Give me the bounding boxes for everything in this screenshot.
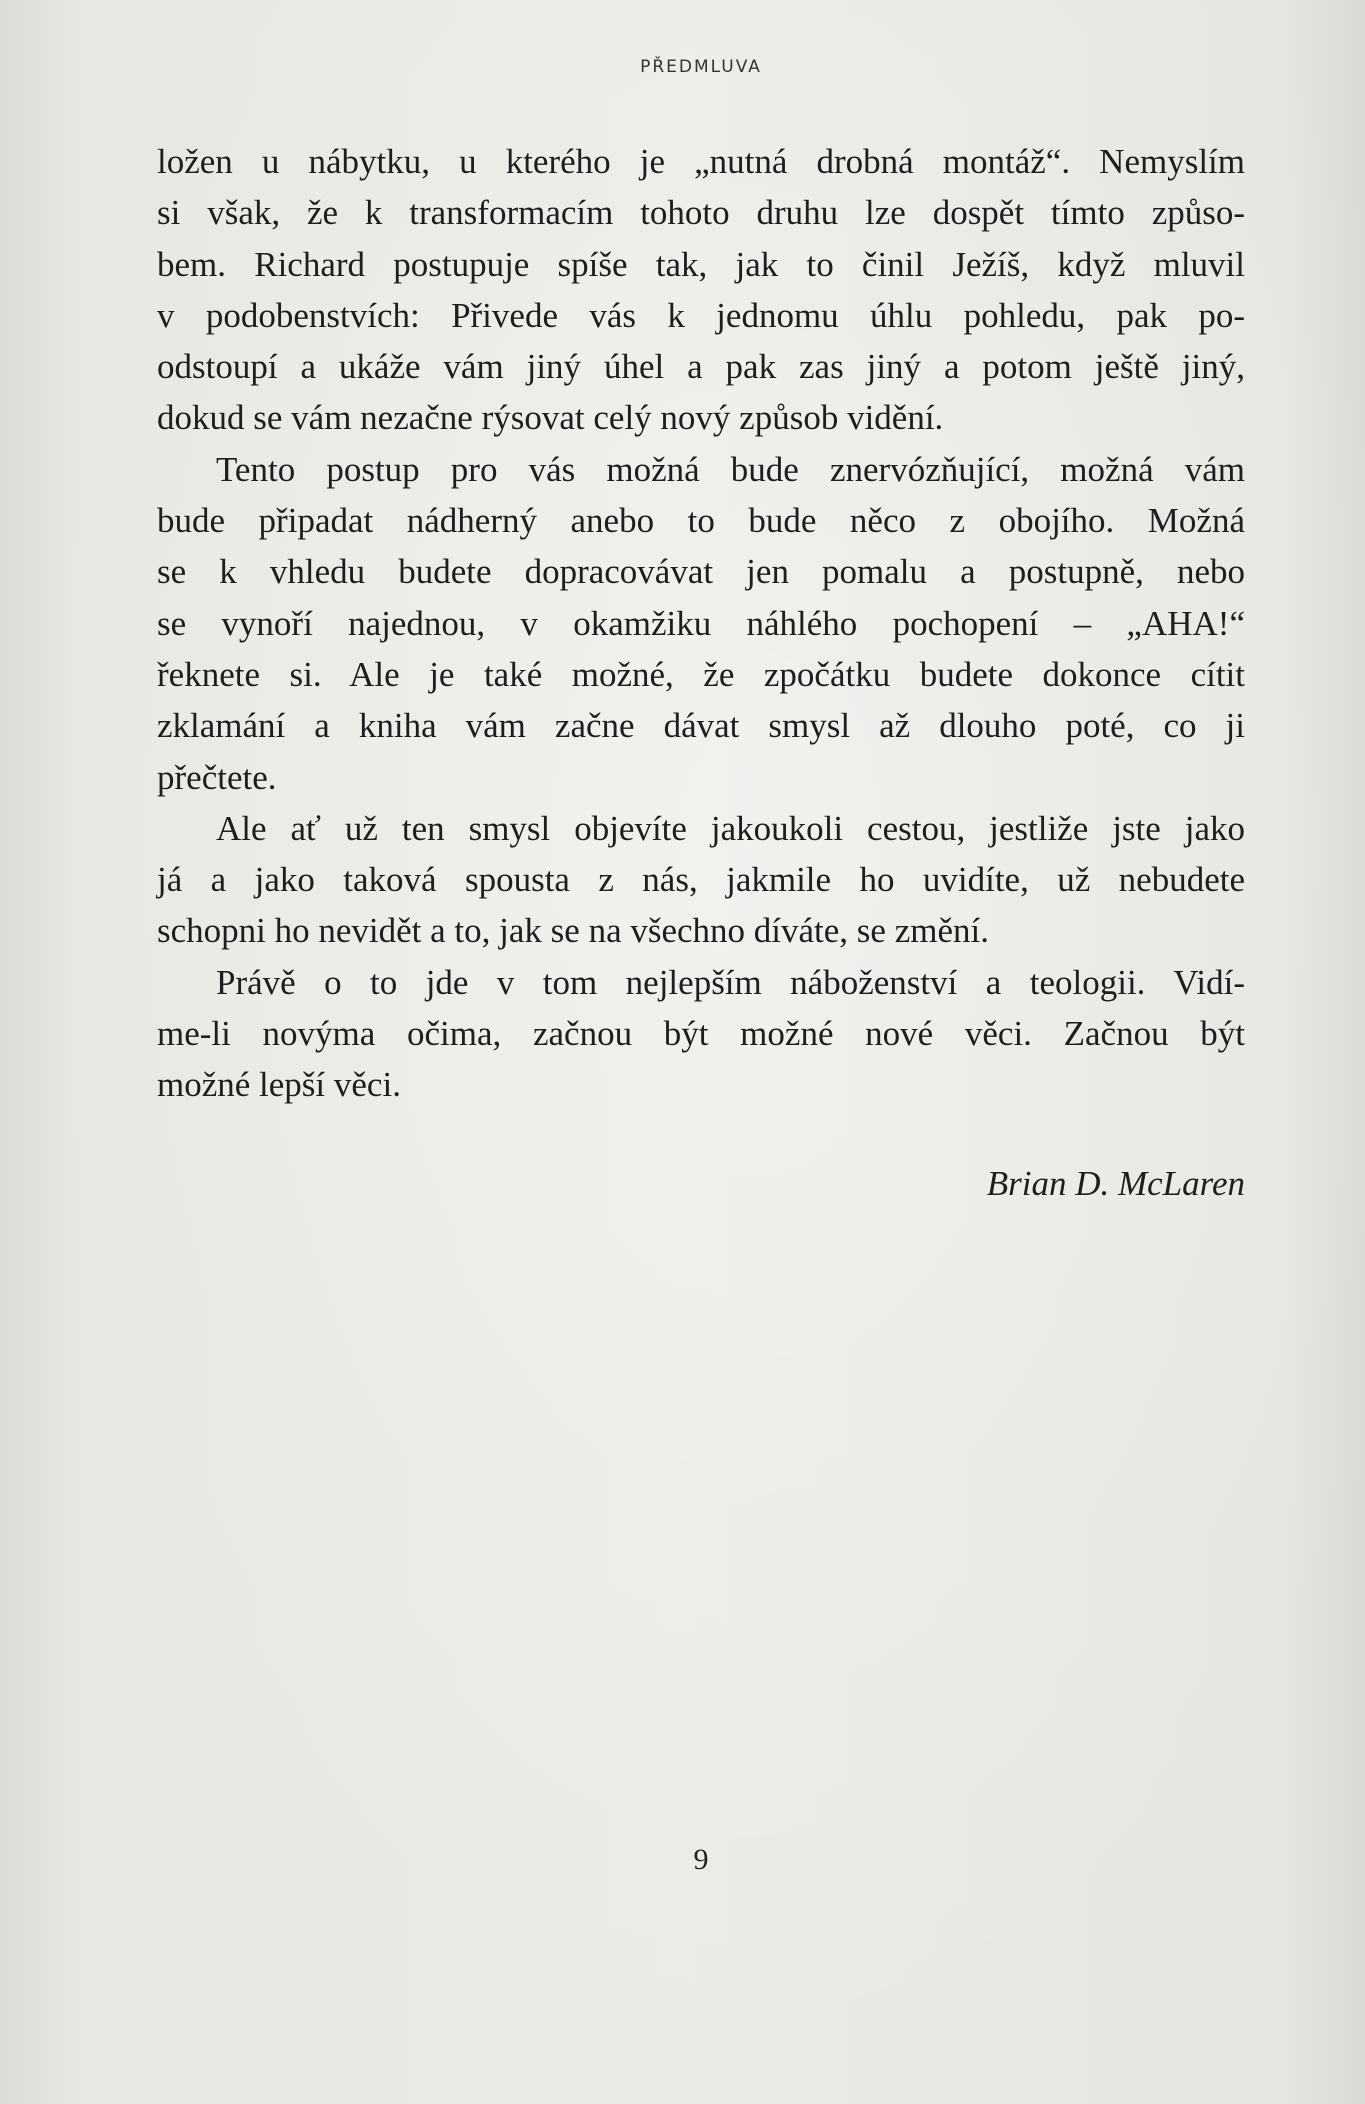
text-line: bem. Richard postupuje spíše tak, jak to činil Ježíš, když mluvil <box>157 244 1245 284</box>
body-text <box>157 136 1245 1111</box>
text-line: si však, že k transformacím tohoto druhu lze dospět tímto způso- <box>157 193 1245 233</box>
text-line: se vynoří najednou, v okamžiku náhlého pochopení – „AHA!“ <box>157 603 1245 643</box>
text-line: odstoupí a ukáže vám jiný úhel a pak zas jiný a potom ještě jiný, <box>157 347 1245 387</box>
paragraph <box>157 444 1245 803</box>
paragraph <box>157 136 1245 444</box>
text-line: Právě o to jde v tom nejlepším náboženství a teologii. Vidí- <box>216 962 1245 1002</box>
text-line: já a jako taková spousta z nás, jakmile ho uvidíte, už nebudete <box>157 860 1245 900</box>
text-line: ložen u nábytku, u kterého je „nutná drobná montáž“. Nemyslím <box>157 142 1245 181</box>
text-line: řeknete si. Ale je také možné, že zpočátku budete dokonce cítit <box>157 654 1245 694</box>
text-line: dokud se vám nezačne rýsovat celý nový způsob vidění. <box>157 398 944 438</box>
paragraph <box>157 957 1245 1111</box>
page-number: 9 <box>693 1843 709 1876</box>
text-line: v podobenstvích: Přivede vás k jednomu úhlu pohledu, pak po- <box>157 295 1245 335</box>
author-signature: Brian D. McLaren <box>986 1164 1245 1203</box>
text-line: me-li novýma očima, začnou být možné nové věci. Začnou být <box>157 1014 1245 1054</box>
text-line: se k vhledu budete dopracovávat jen pomalu a postupně, nebo <box>157 552 1245 592</box>
text-line: Ale ať už ten smysl objevíte jakoukoli cestou, jestliže jste jako <box>216 808 1245 848</box>
paragraph <box>157 803 1245 957</box>
text-line: schopni ho nevidět a to, jak se na všechno díváte, se změní. <box>157 911 989 951</box>
running-head: PŘEDMLUVA <box>640 57 762 77</box>
text-line: možné lepší věci. <box>157 1065 401 1105</box>
text-line: přečtete. <box>157 757 277 797</box>
text-line: bude připadat nádherný anebo to bude něco z obojího. Možná <box>157 501 1245 541</box>
text-line: Tento postup pro vás možná bude znervózňující, možná vám <box>216 449 1245 489</box>
text-line: zklamání a kniha vám začne dávat smysl až dlouho poté, co ji <box>157 706 1245 746</box>
